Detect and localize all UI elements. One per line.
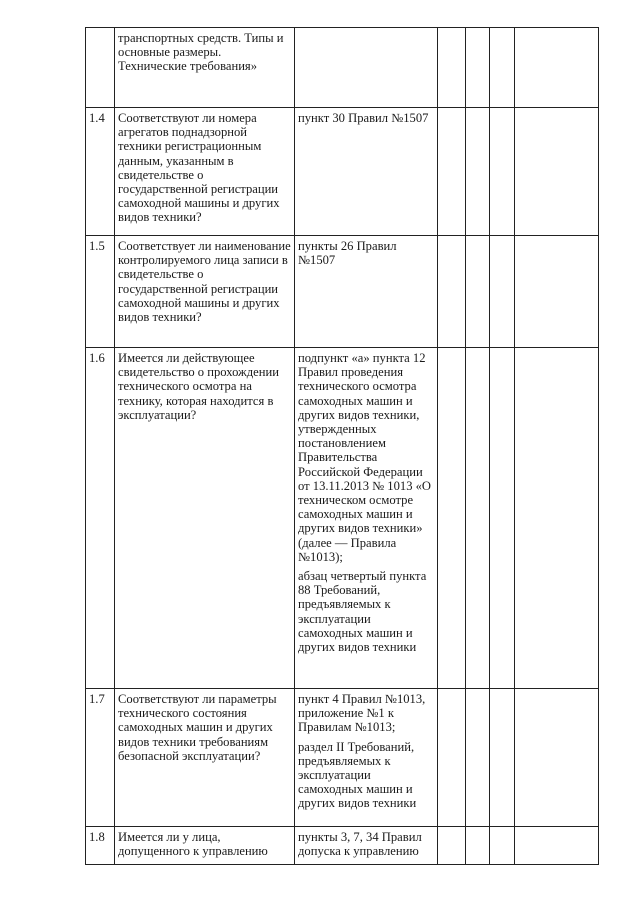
note-cell [515, 348, 599, 689]
reference-text: пункт 30 Правил №1507 [298, 111, 429, 125]
reference-text: раздел II Требований, предъявляемых к эксплуатации самоходных машин и других видов техники [298, 739, 417, 811]
answer-cell-yes [438, 827, 466, 865]
answer-cell-no [466, 689, 490, 827]
note-cell [515, 28, 599, 108]
note-cell [515, 689, 599, 827]
answer-cell-yes [438, 236, 466, 348]
answer-cell-na [490, 236, 515, 348]
question-text: Имеется ли действующее свидетельство о прохождении технического осмотра на технику, которая находится в эксплуатации? [115, 348, 295, 689]
row-number: 1.6 [86, 348, 115, 689]
reference-text: абзац четвертый пункта 88 Требований, предъявляемых к эксплуатации самоходных машин и других видов техники [298, 569, 427, 655]
reference-cell [295, 236, 438, 348]
reference-cell [295, 28, 438, 108]
answer-cell-no [466, 236, 490, 348]
reference-cell [295, 108, 438, 236]
checklist-table [85, 27, 599, 865]
note-cell [515, 108, 599, 236]
question-text: Соответствует ли наименование контролируемого лица записи в свидетельстве о государственной регистрации самоходной машины и других видов техники? [115, 236, 295, 348]
answer-cell-yes [438, 108, 466, 236]
answer-cell-no [466, 348, 490, 689]
answer-cell-na [490, 827, 515, 865]
answer-cell-no [466, 108, 490, 236]
answer-cell-yes [438, 28, 466, 108]
answer-cell-yes [438, 348, 466, 689]
table-row [86, 28, 599, 108]
answer-cell-no [466, 827, 490, 865]
table-row [86, 827, 599, 865]
row-number [86, 28, 115, 108]
table-row [86, 348, 599, 689]
answer-cell-na [490, 108, 515, 236]
answer-cell-no [466, 28, 490, 108]
row-number: 1.5 [86, 236, 115, 348]
note-cell [515, 827, 599, 865]
question-text: Соответствуют ли параметры технического состояния самоходных машин и других видов техники требованиям безопасной эксплуатации? [115, 689, 295, 827]
table-row [86, 236, 599, 348]
row-number: 1.8 [86, 827, 115, 865]
table-row [86, 108, 599, 236]
reference-text: пункты 3, 7, 34 Правил допуска к управлению [298, 830, 422, 859]
row-number: 1.7 [86, 689, 115, 827]
question-text: транспортных средств. Типы и основные размеры. Технические требования» [115, 28, 295, 108]
reference-cell [295, 348, 438, 689]
reference-cell [295, 689, 438, 827]
note-cell [515, 236, 599, 348]
answer-cell-na [490, 689, 515, 827]
reference-cell [295, 827, 438, 865]
answer-cell-na [490, 28, 515, 108]
reference-text: пункт 4 Правил №1013, приложение №1 к Правилам №1013; [298, 692, 426, 735]
table-row [86, 689, 599, 827]
reference-text: подпункт «а» пункта 12 Правил проведения технического осмотра самоходных машин и других видов техники, утвержденных постановлением Правительства Российской Федерации от 13.11.2013 № 1013 «О техническом осмотре самоходных машин и других видов техники» (далее — Правила №1013); [298, 351, 432, 564]
question-text: Имеется ли у лица, допущенного к управлению [115, 827, 295, 865]
question-text: Соответствуют ли номера агрегатов поднадзорной техники регистрационным данным, указанным в свидетельстве о государственной регистрации самоходной машины и других видов техники? [115, 108, 295, 236]
answer-cell-yes [438, 689, 466, 827]
row-number: 1.4 [86, 108, 115, 236]
reference-text: пункты 26 Правил №1507 [298, 239, 397, 268]
answer-cell-na [490, 348, 515, 689]
